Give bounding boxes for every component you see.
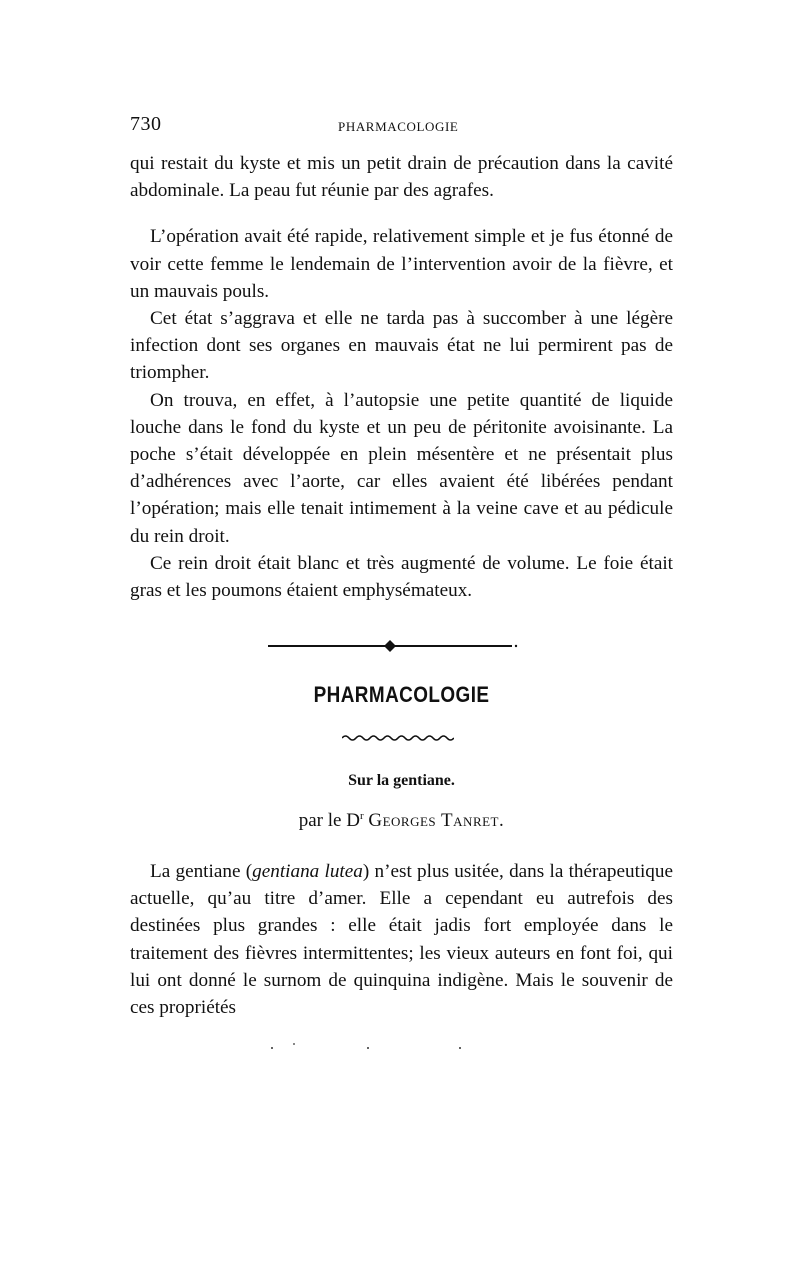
paragraph <box>130 858 673 1021</box>
page-header <box>130 113 673 143</box>
paragraph: Cet état s’aggrava et elle ne tarda pas à succomber à une légère infection dont ses organes en mauvais état ne lui permirent pas de triompher. <box>130 308 673 384</box>
paragraph: On trouva, en effet, à l’autopsie une petite quantité de liquide louche dans le fond du kyste et un peu de péritonite avoisinante. La poche s’était développée en plein mésentère et ne présentait plus d’adhérences avec l’aorte, car elles avaient été libérées pendant l’opération; mais elle tenait intimement à la veine cave et au pédicule du rein droit. <box>130 389 673 547</box>
paragraph: qui restait du kyste et mis un petit drain de précaution dans la cavité abdominale. La peau fut réunie par des agrafes. <box>130 153 673 202</box>
paragraph: Ce rein droit était blanc et très augmenté de volume. Le foie était gras et les poumons étaient emphysémateux. <box>130 552 673 602</box>
byline <box>130 810 673 832</box>
author-name: Georges Tanret. <box>368 810 505 831</box>
page-number: 730 <box>130 113 162 135</box>
paragraph: L’opération avait été rapide, relativement simple et je fus étonné de voir cette femme le lendemain de l’intervention avoir de la fièvre, et un mauvais pouls. <box>130 226 673 302</box>
paragraph-rest: ) n’est plus usitée, dans la thérapeutique actuelle, qu’au titre d’amer. Elle a cependant eu autrefois des destinées plus grandes : elle était jadis fort employée dans le traitement des fièvres intermittentes; les vieux auteurs en font foi, qui lui ont donné le surnom de quinquina indigène. Mais le souvenir de ces propriétés <box>130 861 673 1019</box>
paragraph-intro: La gentiane ( <box>150 861 253 882</box>
section-title: PHARMACOLOGIE <box>313 682 490 707</box>
wavy-rule-ornament <box>342 734 454 742</box>
latin-name: gentiana lutea <box>252 861 363 882</box>
article-title: Sur la gentiane. <box>348 772 455 789</box>
print-specks <box>260 1040 500 1052</box>
body-text-bottom <box>130 858 673 1021</box>
byline-prefix: par le D <box>298 810 360 831</box>
running-head: PHARMACOLOGIE <box>338 119 459 134</box>
byline-superscript: r <box>359 810 364 822</box>
body-text-top <box>130 150 673 604</box>
divider-ornament <box>268 638 518 654</box>
